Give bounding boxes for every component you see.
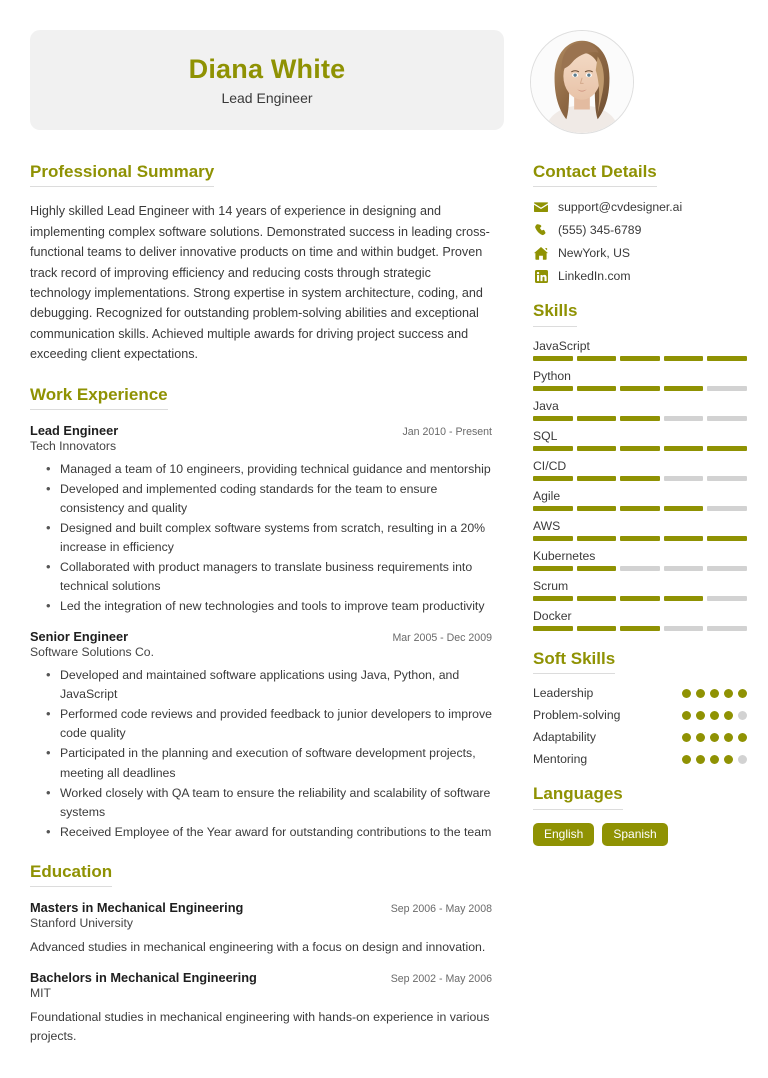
skill-row: [533, 609, 747, 631]
skill-bar: [533, 626, 747, 631]
page-title: Diana White: [188, 54, 346, 85]
skill-segment: [707, 566, 747, 571]
list-item: • Received Employee of the Year award for outstanding contributions to the team: [46, 823, 492, 842]
skill-segment: [707, 596, 747, 601]
skill-segment: [664, 416, 704, 421]
skill-segment: [664, 386, 704, 391]
experience-entry: [30, 423, 492, 616]
rating-dot: [738, 711, 747, 720]
section-skills: [533, 301, 747, 630]
skill-segment: [533, 536, 573, 541]
soft-skill-name: Adaptability: [533, 730, 597, 745]
skill-segment: [533, 506, 573, 511]
soft-skill-row: [533, 752, 747, 766]
skill-bar: [533, 386, 747, 391]
rating-dot: [682, 689, 691, 698]
skill-segment: [577, 476, 617, 481]
section-heading-languages: Languages: [533, 784, 623, 809]
skill-bar: [533, 476, 747, 481]
skill-name: Scrum: [533, 578, 569, 593]
education-description: Foundational studies in mechanical engineering with hands-on experience in various projects.: [30, 1010, 490, 1044]
rating-dot: [738, 733, 747, 742]
skill-name: Kubernetes: [533, 548, 596, 563]
list-item: • Developed and maintained software applications using Java, Python, and JavaScript: [46, 666, 492, 704]
avatar-wrap: [530, 30, 634, 134]
skill-segment: [620, 416, 660, 421]
skill-segment: [533, 356, 573, 361]
skill-list: [533, 339, 747, 631]
soft-skill-rating: [682, 733, 747, 742]
list-item: • Developed and implemented coding standards for the team to ensure consistency and quality: [46, 480, 492, 518]
experience-entry-head: [30, 423, 492, 438]
rating-dot: [724, 711, 733, 720]
section-heading-skills: Skills: [533, 301, 577, 326]
contact-item-linkedin[interactable]: [533, 269, 747, 283]
skill-segment: [577, 566, 617, 571]
soft-skill-name: Leadership: [533, 686, 594, 701]
skill-name: SQL: [533, 428, 558, 443]
skill-bar: [533, 356, 747, 361]
experience-company: Tech Innovators: [30, 438, 117, 453]
skill-segment: [533, 626, 573, 631]
skill-segment: [577, 386, 617, 391]
list-item: • Performed code reviews and provided feedback to junior developers to improve code quality: [46, 705, 492, 743]
skill-segment: [664, 356, 704, 361]
rating-dot: [724, 755, 733, 764]
skill-segment: [620, 476, 660, 481]
rating-dot: [724, 689, 733, 698]
skill-row: [533, 369, 747, 391]
skill-bar: [533, 536, 747, 541]
list-item: • Collaborated with product managers to translate business requirements into technical solutions: [46, 558, 492, 596]
experience-company: Software Solutions Co.: [30, 645, 154, 660]
skill-row: [533, 459, 747, 481]
resume-body: [0, 162, 768, 1066]
contact-location-value: NewYork, US: [558, 246, 631, 261]
rating-dot: [710, 711, 719, 720]
rating-dot: [682, 755, 691, 764]
experience-date: Jan 2010 - Present: [402, 425, 492, 438]
skill-segment: [620, 356, 660, 361]
rating-dot: [696, 711, 705, 720]
rating-dot: [710, 755, 719, 764]
skill-segment: [533, 446, 573, 451]
skill-segment: [533, 386, 573, 391]
list-item: • Participated in the planning and execution of software development projects, meeting all deadlines: [46, 744, 492, 782]
education-degree: Bachelors in Mechanical Engineering: [30, 970, 257, 986]
skill-row: [533, 339, 747, 361]
rating-dot: [682, 711, 691, 720]
skill-segment: [664, 626, 704, 631]
language-badge: Spanish: [602, 823, 667, 846]
education-entry: [30, 900, 492, 957]
portrait-photo-icon: [531, 31, 633, 133]
skill-segment: [707, 386, 747, 391]
education-date: Sep 2002 - May 2006: [390, 973, 492, 986]
skill-name: Python: [533, 368, 571, 383]
skill-segment: [620, 536, 660, 541]
skill-name: JavaScript: [533, 338, 590, 353]
phone-icon: [533, 223, 549, 237]
education-entry-head: [30, 900, 492, 915]
skill-segment: [664, 476, 704, 481]
contact-linkedin-value: LinkedIn.com: [558, 269, 631, 284]
education-school: MIT: [30, 986, 51, 1001]
skill-segment: [620, 386, 660, 391]
skill-segment: [577, 626, 617, 631]
list-item: • Led the integration of new technologies and tools to improve team productivity: [46, 597, 492, 616]
section-professional-summary: [30, 162, 492, 365]
skill-segment: [533, 596, 573, 601]
rating-dot: [696, 733, 705, 742]
skill-bar: [533, 566, 747, 571]
skill-segment: [707, 626, 747, 631]
soft-skill-name: Mentoring: [533, 752, 588, 767]
list-item: • Worked closely with QA team to ensure the reliability and scalability of software systems: [46, 784, 492, 822]
skill-segment: [707, 536, 747, 541]
experience-entry: [30, 629, 492, 841]
skill-bar: [533, 446, 747, 451]
section-heading-experience: Work Experience: [30, 385, 168, 410]
skill-row: [533, 489, 747, 511]
experience-role: Lead Engineer: [30, 422, 119, 438]
education-entry-head: [30, 970, 492, 985]
contact-list: [533, 200, 747, 283]
envelope-icon: [533, 200, 549, 214]
skill-segment: [664, 566, 704, 571]
skill-row: [533, 549, 747, 571]
soft-skill-list: [533, 686, 747, 766]
skill-row: [533, 429, 747, 451]
contact-item-email[interactable]: [533, 200, 747, 214]
skill-row: [533, 519, 747, 541]
skill-segment: [533, 566, 573, 571]
education-description: Advanced studies in mechanical engineering with a focus on design and innovation.: [30, 940, 486, 955]
skill-segment: [620, 506, 660, 511]
skill-segment: [533, 416, 573, 421]
name-card: [30, 30, 504, 130]
section-heading-summary: Professional Summary: [30, 162, 214, 187]
section-contact-details: [533, 162, 747, 283]
experience-role: Senior Engineer: [30, 629, 129, 645]
rating-dot: [710, 733, 719, 742]
summary-text: Highly skilled Lead Engineer with 14 years of experience in designing and implementing complex software solutions. Demonstrated success in leading cross-functional teams to deliver innovative products on time and within budget. Proven track record of improving efficiency and reducing costs through strategic technology implementations. Strong expertise in system architecture, coding, and debugging. Recognized for outstanding problem-solving abilities and exceptional communication skills. Achieved multiple awards for driving project success and exceeding client expectations.: [30, 204, 490, 362]
rating-dot: [710, 689, 719, 698]
skill-segment: [620, 626, 660, 631]
soft-skill-name: Problem-solving: [533, 708, 621, 723]
skill-segment: [620, 596, 660, 601]
skill-segment: [577, 506, 617, 511]
soft-skill-rating: [682, 755, 747, 764]
skill-row: [533, 399, 747, 421]
soft-skill-rating: [682, 689, 747, 698]
education-degree: Masters in Mechanical Engineering: [30, 900, 244, 916]
section-soft-skills: [533, 649, 747, 766]
skill-segment: [620, 446, 660, 451]
skill-segment: [664, 596, 704, 601]
skill-segment: [707, 476, 747, 481]
skill-segment: [707, 446, 747, 451]
rating-dot: [738, 755, 747, 764]
language-badge: English: [533, 823, 594, 846]
rating-dot: [696, 689, 705, 698]
rating-dot: [696, 755, 705, 764]
skill-segment: [707, 416, 747, 421]
list-item: • Managed a team of 10 engineers, providing technical guidance and mentorship: [46, 460, 492, 479]
soft-skill-rating: [682, 711, 747, 720]
experience-date: Mar 2005 - Dec 2009: [392, 632, 492, 645]
section-education: [30, 862, 492, 1047]
soft-skill-row: [533, 730, 747, 744]
list-item: • Designed and built complex software systems from scratch, resulting in a 20% increase in efficiency: [46, 519, 492, 557]
contact-phone-value: (555) 345-6789: [558, 223, 642, 238]
contact-item-location[interactable]: [533, 246, 747, 260]
skill-bar: [533, 506, 747, 511]
linkedin-icon: [533, 269, 549, 283]
education-date: Sep 2006 - May 2008: [390, 903, 492, 916]
skill-segment: [664, 446, 704, 451]
skill-segment: [577, 416, 617, 421]
section-heading-soft-skills: Soft Skills: [533, 649, 615, 674]
skill-bar: [533, 596, 747, 601]
main-column: [30, 162, 504, 1066]
skill-segment: [577, 446, 617, 451]
skill-name: Docker: [533, 608, 572, 623]
section-languages: [533, 784, 747, 846]
experience-bullets: [46, 460, 492, 616]
skill-name: Agile: [533, 488, 561, 503]
soft-skill-row: [533, 686, 747, 700]
skill-bar: [533, 416, 747, 421]
education-entry: [30, 970, 492, 1046]
job-title: Lead Engineer: [221, 89, 313, 106]
language-list: [533, 823, 747, 846]
skill-name: AWS: [533, 518, 561, 533]
skill-row: [533, 579, 747, 601]
home-icon: [533, 246, 549, 260]
contact-item-phone[interactable]: [533, 223, 747, 237]
soft-skill-row: [533, 708, 747, 722]
education-school: Stanford University: [30, 916, 133, 931]
rating-dot: [724, 733, 733, 742]
rating-dot: [738, 689, 747, 698]
section-heading-contact: Contact Details: [533, 162, 657, 187]
skill-segment: [577, 596, 617, 601]
skill-segment: [707, 356, 747, 361]
skill-segment: [577, 356, 617, 361]
experience-bullets: [46, 666, 492, 841]
section-work-experience: [30, 385, 492, 842]
rating-dot: [682, 733, 691, 742]
skill-name: CI/CD: [533, 458, 567, 473]
sidebar-column: [533, 162, 747, 1066]
skill-segment: [533, 476, 573, 481]
skill-segment: [707, 506, 747, 511]
skill-segment: [664, 506, 704, 511]
skill-segment: [620, 566, 660, 571]
contact-email-value: support@cvdesigner.ai: [558, 200, 683, 215]
avatar: [530, 30, 634, 134]
skill-segment: [577, 536, 617, 541]
skill-name: Java: [533, 398, 559, 413]
resume-header: [0, 0, 768, 134]
experience-entry-head: [30, 629, 492, 644]
skill-segment: [664, 536, 704, 541]
section-heading-education: Education: [30, 862, 112, 887]
